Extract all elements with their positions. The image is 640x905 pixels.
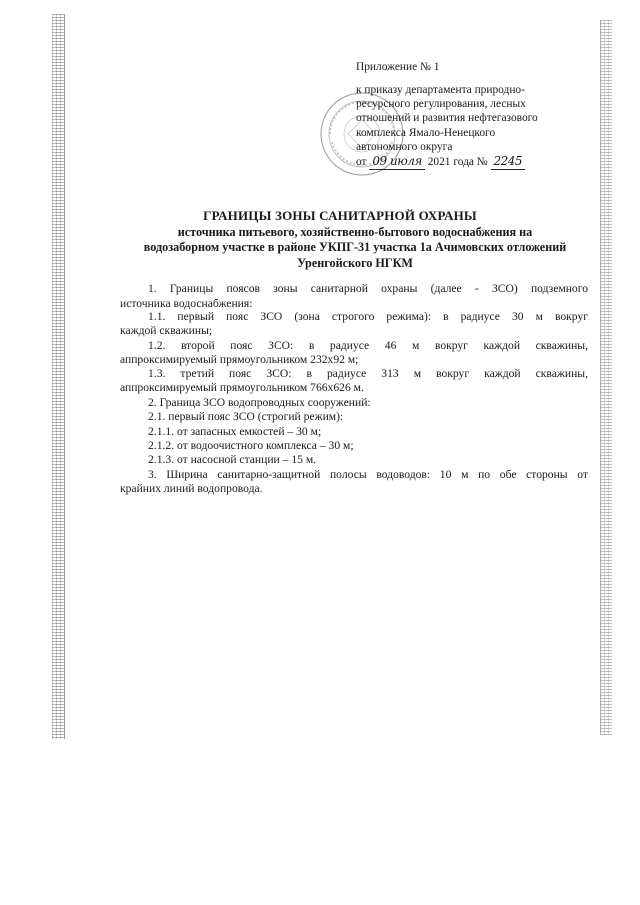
approval-line: комплекса Ямало-Ненецкого [356,127,496,139]
paragraph-2-1-1: 2.1.1. от запасных емкостей – 30 м; [148,425,322,438]
scan-edge-left [52,14,64,739]
date-prefix: от [356,156,367,168]
document-title: ГРАНИЦЫ ЗОНЫ САНИТАРНОЙ ОХРАНЫ [203,208,477,223]
paragraph-2-1: 2.1. первый пояс ЗСО (строгий режим): [148,410,344,423]
paragraph-1-line: 1. Границы поясов зоны санитарной охраны (далее - ЗСО) подземного [148,282,588,295]
year-text: 2021 года № [427,156,488,168]
paragraph-3-line: 3. Ширина санитарно-защитной полосы водоводов: 10 м по обе стороны от [148,468,588,481]
handwritten-date: 09 июля [369,154,424,170]
scan-edge-right [600,20,612,735]
paragraph-1-3-line: 1.3. третий пояс ЗСО: в радиусе 313 м вокруг каждой скважины, [148,367,588,380]
approval-line: ресурсного регулирования, лесных [356,98,526,110]
order-date-number [356,154,525,170]
paragraph-2-1-3: 2.1.3. от насосной станции – 15 м. [148,453,317,466]
paragraph-1-2-line: 1.2. второй пояс ЗСО: в радиусе 46 м вокруг каждой скважины, [148,339,588,352]
paragraph-1-1-line: каждой скважины; [120,324,213,337]
document-subtitle-line: водозаборном участке в районе УКПГ-31 участка 1а Ачимовских отложений [143,240,567,254]
paragraph-1-line: источника водоснабжения: [120,297,253,310]
paragraph-3-line: крайних линий водопровода. [120,482,263,495]
paragraph-2: 2. Граница ЗСО водопроводных сооружений: [148,396,371,409]
document-subtitle-line: Уренгойского НГКМ [297,256,413,270]
approval-line: отношений и развития нефтегазового [356,112,538,124]
paragraph-1-2-line: аппроксимируемый прямоугольником 232x92 м; [120,353,359,366]
paragraph-1-1-line: 1.1. первый пояс ЗСО (зона строгого режима): в радиусе 30 м вокруг [148,310,588,323]
approval-line: к приказу департамента природно- [356,84,525,96]
paragraph-2-1-2: 2.1.2. от водоочистного комплекса – 30 м; [148,439,354,452]
handwritten-order-number: 2245 [491,154,526,170]
approval-line: автономного округа [356,141,453,153]
appendix-title: Приложение № 1 [356,61,440,73]
document-subtitle-line: источника питьевого, хозяйственно-бытового водоснабжения на [177,225,533,239]
paragraph-1-3-line: аппроксимируемый прямоугольником 766x626 м. [120,381,364,394]
